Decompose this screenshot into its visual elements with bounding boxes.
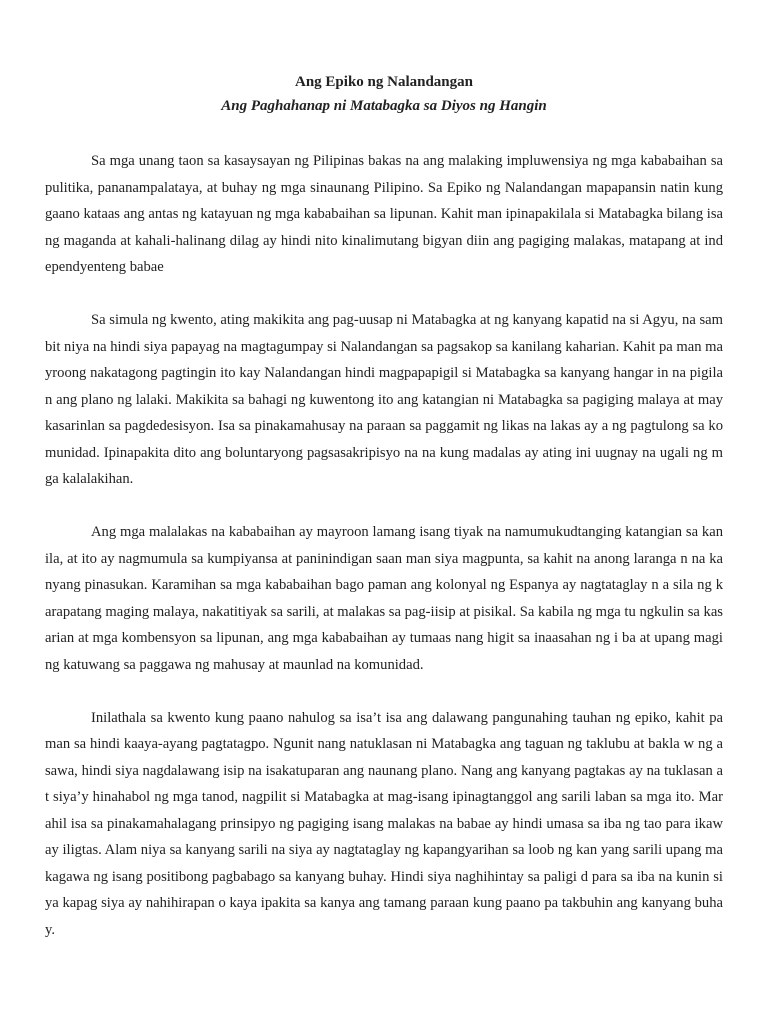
paragraph-1: Sa mga unang taon sa kasaysayan ng Pilipinas bakas na ang malaking impluwensiya ng mga kababaihan sa pulitika, pananampalataya, at buhay ng mga sinaunang Pilipino. Sa Epiko ng Nalandangan mapapansin natin kung gaano kataas ang antas ng katayuan ng mga kababaihan sa lipunan. Kahit man ipinapakilala si Matabagka bilang isang maganda at kahali-halinang dilag ay hindi nito kinalimutang bigyan diin ang pagiging malakas, matapang at independyenteng babae	[45, 153, 723, 275]
paragraph-2: Sa simula ng kwento, ating makikita ang pag-uusap ni Matabagka at ng kanyang kapatid na si Agyu, na sambit niya na hindi siya papayag na magtagumpay si Nalandangan sa pagsakop sa kanilang kaharian. Kahit pa man mayroong nakatagong pagtingin ito kay Nalandangan hindi magpapapigil si Matabagka sa kanyang hangar in na pigilan ang plano ng lalaki. Makikita sa bahagi ng kuwentong ito ang katangian ni Matabagka sa pagiging malaya at may kasarinlan sa pagdedesisyon. Isa sa pinakamahusay na paraan sa paggamit ng likas na lakas ay a ng pagtulong sa komunidad. Ipinapakita dito ang boluntaryong pagsasakripisyo na na kung madalas ay ating ini uugnay na ugali ng mga kalalakihan.	[45, 312, 723, 487]
paragraph-3: Ang mga malalakas na kababaihan ay mayroon lamang isang tiyak na namumukudtanging katangian sa kanila, at ito ay nagmumula sa kumpiyansa at paninindigan saan man siya magpunta, sa kahit na anong laranga n na kanyang pinasukan. Karamihan sa mga kababaihan bago paman ang kolonyal ng Espanya ay nagtataglay n a sila ng karapatang maging malaya, nakatitiyak sa sarili, at malakas sa pag-iisip at pisikal. Sa kabila ng mga tu ngkulin sa kasarian at mga kombensyon sa lipunan, ang mga kababaihan ay tumaas nang higit sa inaasahan ng i ba at upang maging katuwang sa paggawa ng mahusay at maunlad na komunidad.	[45, 524, 723, 673]
document-title: Ang Epiko ng Nalandangan	[295, 74, 473, 90]
document-body	[45, 148, 723, 943]
paragraph-4: Inilathala sa kwento kung paano nahulog sa isa’t isa ang dalawang pangunahing tauhan ng epiko, kahit pa man sa hindi kaaya-ayang pagtatagpo. Ngunit nang natuklasan ni Matabagka ang taguan ng taklubu at bakla w ng asawa, hindi siya nagdalawang isip na isakatuparan ang naunang plano. Nang ang kanyang pagtakas ay na tuklasan at siya’y hinahabol ng mga tanod, nagpilit si Matabagka at mag-isang ipinagtanggol ang sarili laban sa mga ito. Marahil isa sa pinakamahalagang prinsipyo ng pagiging isang malakas na babae ay hindi umasa sa iba ng tao para ikaw ay iligtas. Alam niya sa kanyang sarili na siya ay nagtataglay ng kapangyarihan sa loob ng kan yang sarili upang makagawa ng isang positibong pagbabago sa kanyang buhay. Hindi siya naghihintay sa paligi d para sa iba na kunin siya kapag siya ay nahihirapan o kaya ipakita sa kanya ang tamang paraan kung paano pa takbuhin ang kanyang buhay.	[45, 709, 723, 938]
document-subtitle: Ang Paghahanap ni Matabagka sa Diyos ng Hangin	[221, 98, 547, 114]
